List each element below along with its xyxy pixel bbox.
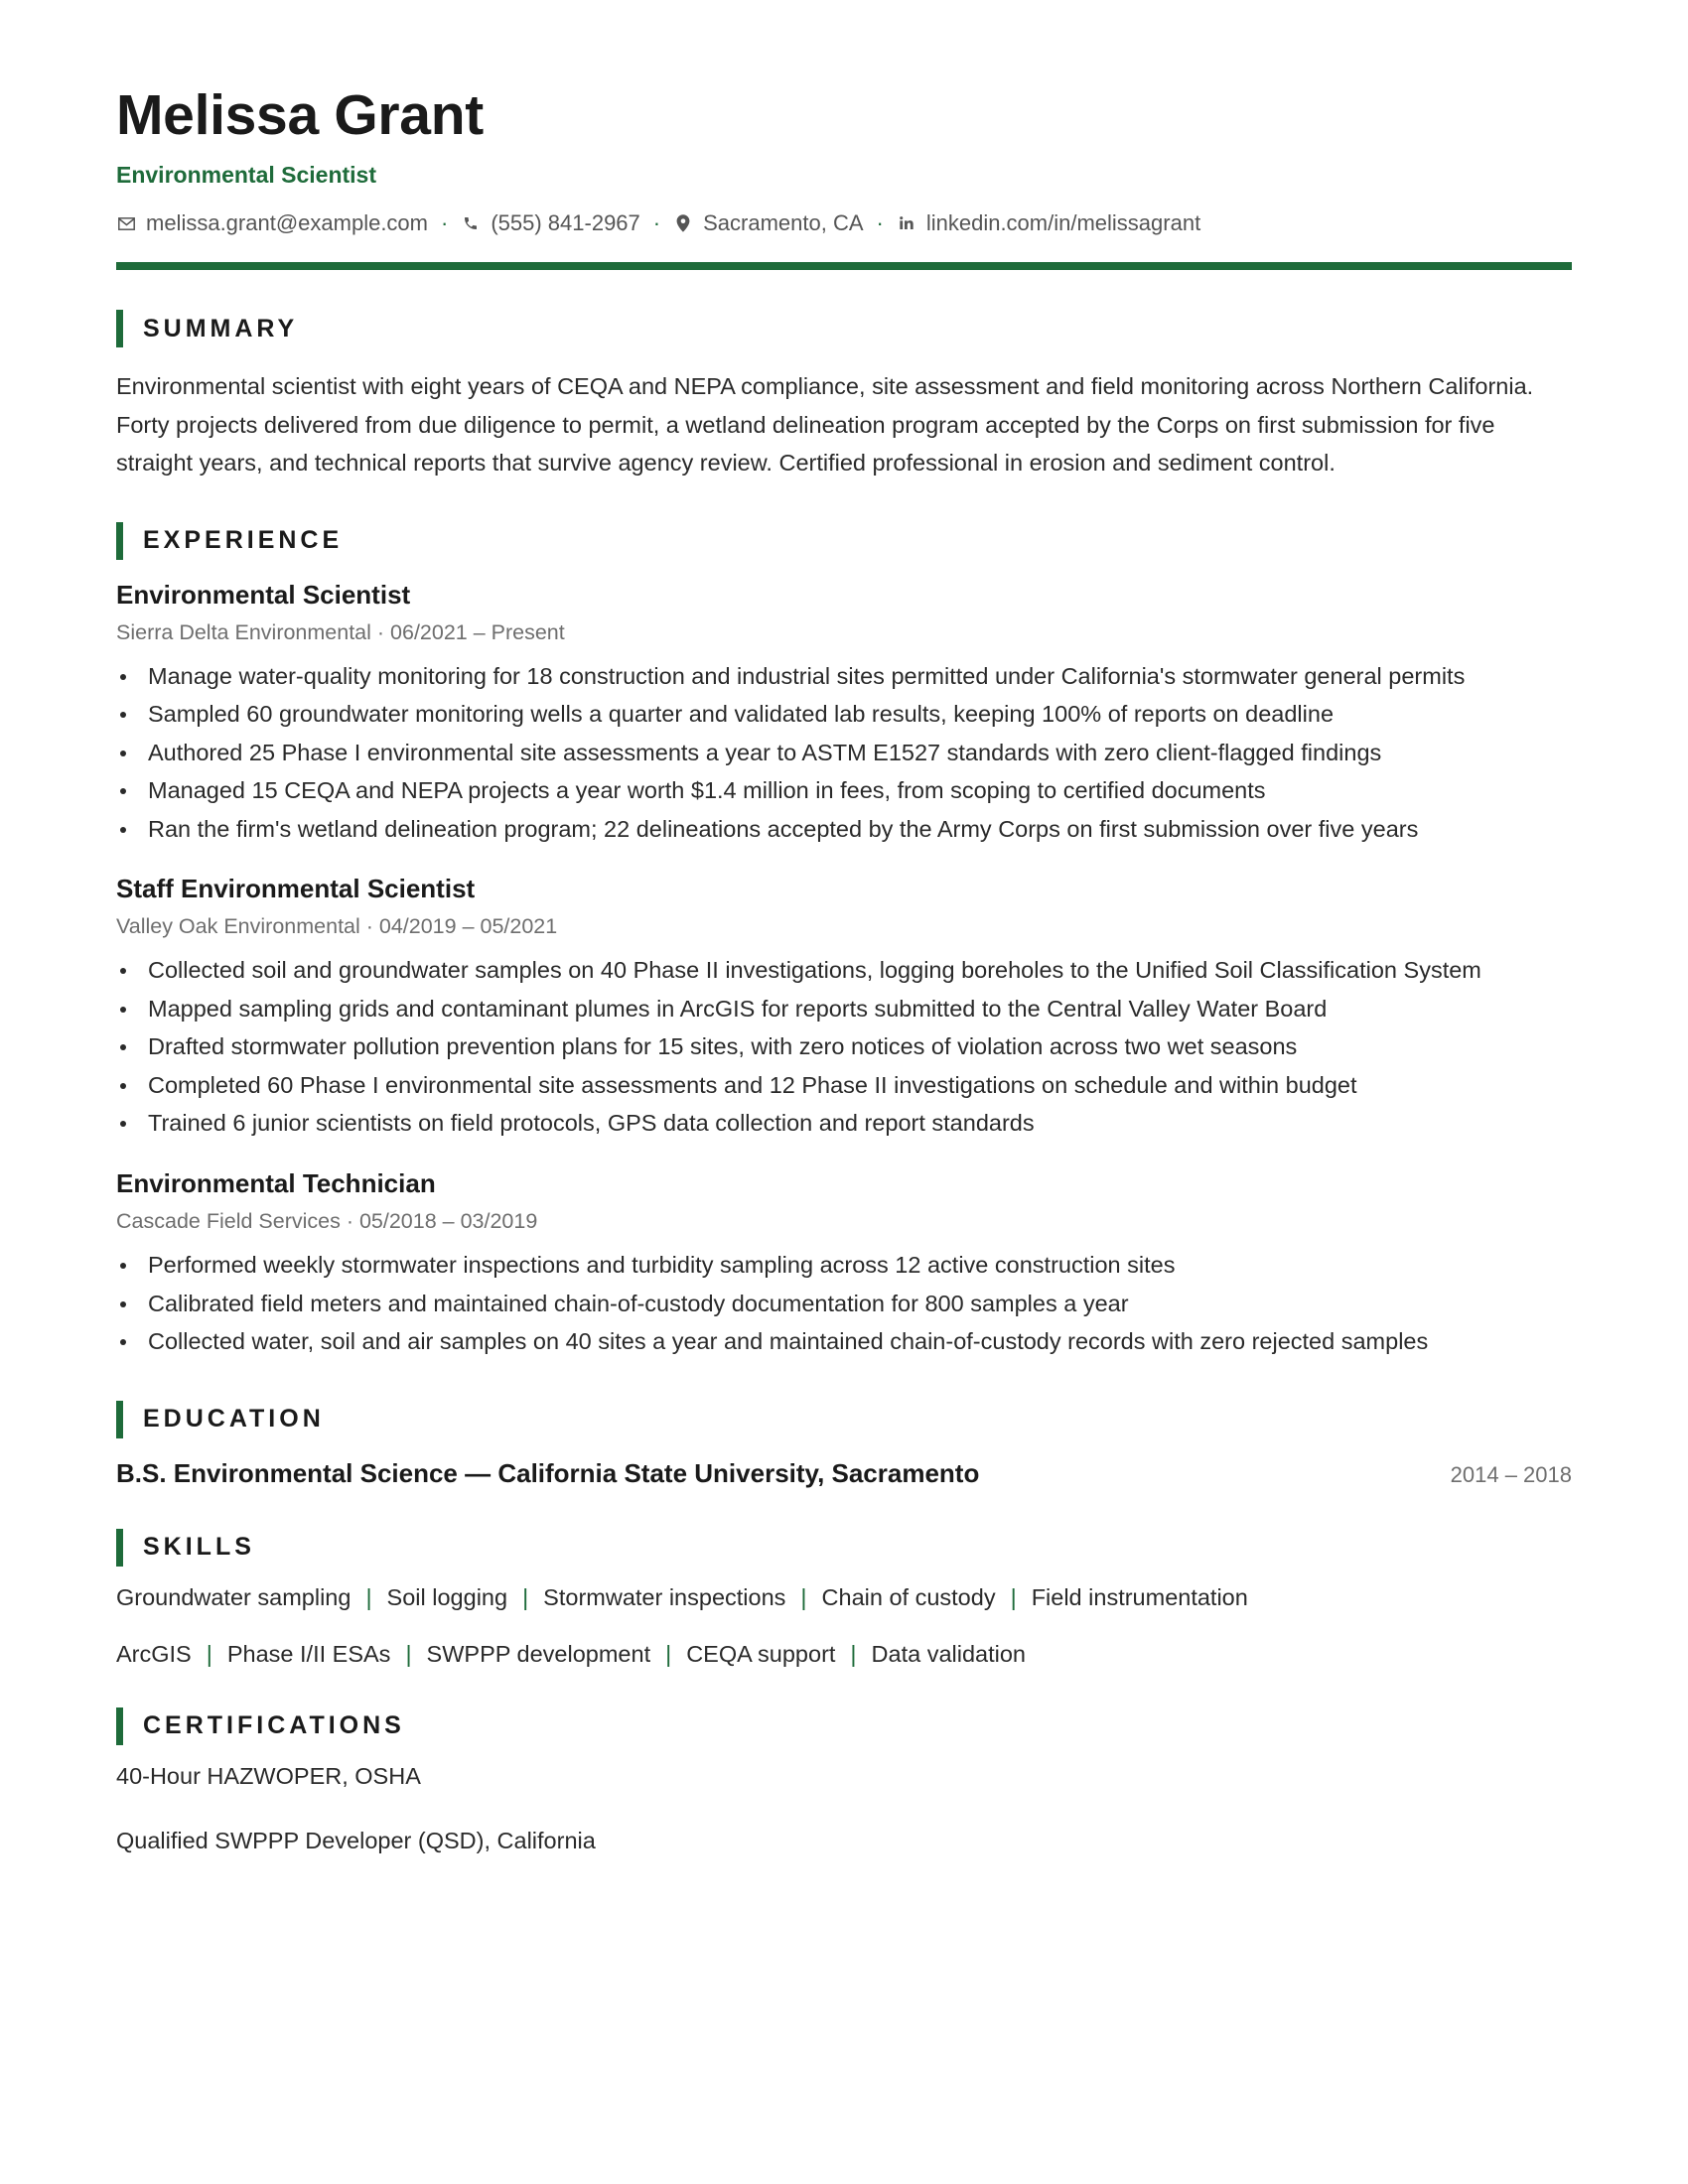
skill-separator: | xyxy=(522,1583,529,1610)
candidate-name: Melissa Grant xyxy=(116,83,484,147)
section-heading xyxy=(116,1401,1572,1438)
job-bullets xyxy=(116,657,1572,849)
section-accent-bar xyxy=(116,310,123,347)
contact-phone-text: (555) 841-2967 xyxy=(491,210,640,235)
map-pin-icon xyxy=(673,213,693,233)
section-accent-bar xyxy=(116,1401,123,1438)
skill-item: Stormwater inspections xyxy=(543,1583,786,1610)
summary-text: Environmental scientist with eight years of CEQA and NEPA compliance, site assessment and field monitoring across Northern California. Forty projects delivered from due diligence to permit, a wetland delineation program accepted by the Corps on first submission for five straight years, and technical reports that survive agency review. Certified professional in erosion and sediment control. xyxy=(116,373,1534,476)
envelope-icon xyxy=(116,213,136,233)
bullet-item: Ran the firm's wetland delineation program; 22 delineations accepted by the Army Corps on first submission over five years xyxy=(116,810,1572,849)
certifications-section xyxy=(116,1707,1572,1854)
skill-item: Soil logging xyxy=(386,1583,508,1610)
section-accent-bar xyxy=(116,1529,123,1567)
job-bullets xyxy=(116,1246,1572,1361)
skill-item: Phase I/II ESAs xyxy=(226,1640,391,1667)
section-title-certifications: CERTIFICATIONS xyxy=(143,1711,405,1740)
contact-linkedin[interactable] xyxy=(897,210,1200,236)
skill-item: ArcGIS xyxy=(116,1640,192,1667)
skill-item: Field instrumentation xyxy=(1031,1583,1248,1610)
experience-section xyxy=(116,522,1572,1361)
skill-separator: | xyxy=(405,1640,412,1667)
contact-linkedin-text: linkedin.com/in/melissagrant xyxy=(925,210,1201,235)
job-bullets xyxy=(116,951,1572,1143)
bullet-item: Sampled 60 groundwater monitoring wells a quarter and validated lab results, keeping 100% of reports on deadline xyxy=(116,695,1572,734)
certification-item: 40-Hour HAZWOPER, OSHA xyxy=(116,1762,421,1789)
bullet-item: Manage water-quality monitoring for 18 construction and industrial sites permitted under California's stormwater general permits xyxy=(116,657,1572,696)
bullet-item: Trained 6 junior scientists on field protocols, GPS data collection and report standards xyxy=(116,1104,1572,1143)
skill-item: Data validation xyxy=(871,1640,1026,1667)
job-meta: Cascade Field Services · 05/2018 – 03/2019 xyxy=(116,1209,538,1234)
education-degree: B.S. Environmental Science — California State University, Sacramento xyxy=(116,1457,980,1488)
bullet-item: Collected water, soil and air samples on 40 sites a year and maintained chain-of-custody records with zero rejected samples xyxy=(116,1322,1572,1361)
section-accent-bar xyxy=(116,522,123,560)
resume-header xyxy=(116,83,1572,270)
bullet-item: Collected soil and groundwater samples on 40 Phase II investigations, logging boreholes to the Unified Soil Classification System xyxy=(116,951,1572,990)
job-entry xyxy=(116,580,1572,849)
section-title-experience: EXPERIENCE xyxy=(143,526,344,554)
contact-separator: · xyxy=(441,210,449,235)
section-title-education: EDUCATION xyxy=(143,1405,325,1433)
section-accent-bar xyxy=(116,1707,123,1745)
job-entry xyxy=(116,874,1572,1143)
job-title: Environmental Technician xyxy=(116,1167,436,1198)
education-years: 2014 – 2018 xyxy=(1450,1461,1572,1487)
section-heading xyxy=(116,522,1572,560)
skill-item: Groundwater sampling xyxy=(116,1583,352,1610)
bullet-item: Mapped sampling grids and contaminant plumes in ArcGIS for reports submitted to the Central Valley Water Board xyxy=(116,990,1572,1028)
section-heading xyxy=(116,310,1572,347)
skill-item: SWPPP development xyxy=(426,1640,651,1667)
section-heading xyxy=(116,1529,1572,1567)
job-meta: Sierra Delta Environmental · 06/2021 – Present xyxy=(116,619,565,644)
education-section xyxy=(116,1401,1572,1489)
section-title-summary: SUMMARY xyxy=(143,314,299,342)
bullet-item: Calibrated field meters and maintained chain-of-custody documentation for 800 samples a year xyxy=(116,1285,1572,1323)
bullet-item: Performed weekly stormwater inspections and turbidity sampling across 12 active construction sites xyxy=(116,1246,1572,1285)
section-title-skills: SKILLS xyxy=(143,1533,255,1562)
contact-email-text: melissa.grant@example.com xyxy=(146,210,428,235)
contact-phone[interactable] xyxy=(461,210,639,236)
summary-section xyxy=(116,310,1572,482)
job-title: Staff Environmental Scientist xyxy=(116,874,476,904)
skill-item: CEQA support xyxy=(686,1640,836,1667)
header-divider xyxy=(116,262,1572,270)
skill-separator: | xyxy=(206,1640,212,1667)
candidate-role: Environmental Scientist xyxy=(116,162,377,188)
skill-item: Chain of custody xyxy=(821,1583,996,1610)
bullet-item: Completed 60 Phase I environmental site assessments and 12 Phase II investigations on schedule and within budget xyxy=(116,1066,1572,1105)
bullet-item: Authored 25 Phase I environmental site assessments a year to ASTM E1527 standards with zero client-flagged findings xyxy=(116,734,1572,772)
skill-separator: | xyxy=(365,1583,372,1610)
phone-icon xyxy=(461,213,481,233)
contact-email[interactable] xyxy=(116,210,428,236)
bullet-item: Drafted stormwater pollution prevention plans for 15 sites, with zero notices of violation across two wet seasons xyxy=(116,1027,1572,1066)
linkedin-icon xyxy=(897,213,916,233)
job-meta: Valley Oak Environmental · 04/2019 – 05/2021 xyxy=(116,914,558,939)
skills-row xyxy=(116,1641,1572,1668)
contact-location-text: Sacramento, CA xyxy=(703,210,864,235)
skill-separator: | xyxy=(800,1583,807,1610)
contact-location xyxy=(673,210,863,236)
education-entry xyxy=(116,1458,1572,1489)
skill-separator: | xyxy=(665,1640,672,1667)
contact-line xyxy=(116,210,1572,236)
section-heading xyxy=(116,1707,1572,1745)
skill-separator: | xyxy=(1010,1583,1017,1610)
skill-separator: | xyxy=(850,1640,857,1667)
contact-separator: · xyxy=(876,210,884,235)
bullet-item: Managed 15 CEQA and NEPA projects a year worth $1.4 million in fees, from scoping to certified documents xyxy=(116,771,1572,810)
job-title: Environmental Scientist xyxy=(116,579,411,610)
skills-row xyxy=(116,1584,1572,1611)
certification-item: Qualified SWPPP Developer (QSD), California xyxy=(116,1827,596,1853)
contact-separator: · xyxy=(652,210,661,235)
skills-section xyxy=(116,1529,1572,1668)
job-entry xyxy=(116,1168,1572,1361)
